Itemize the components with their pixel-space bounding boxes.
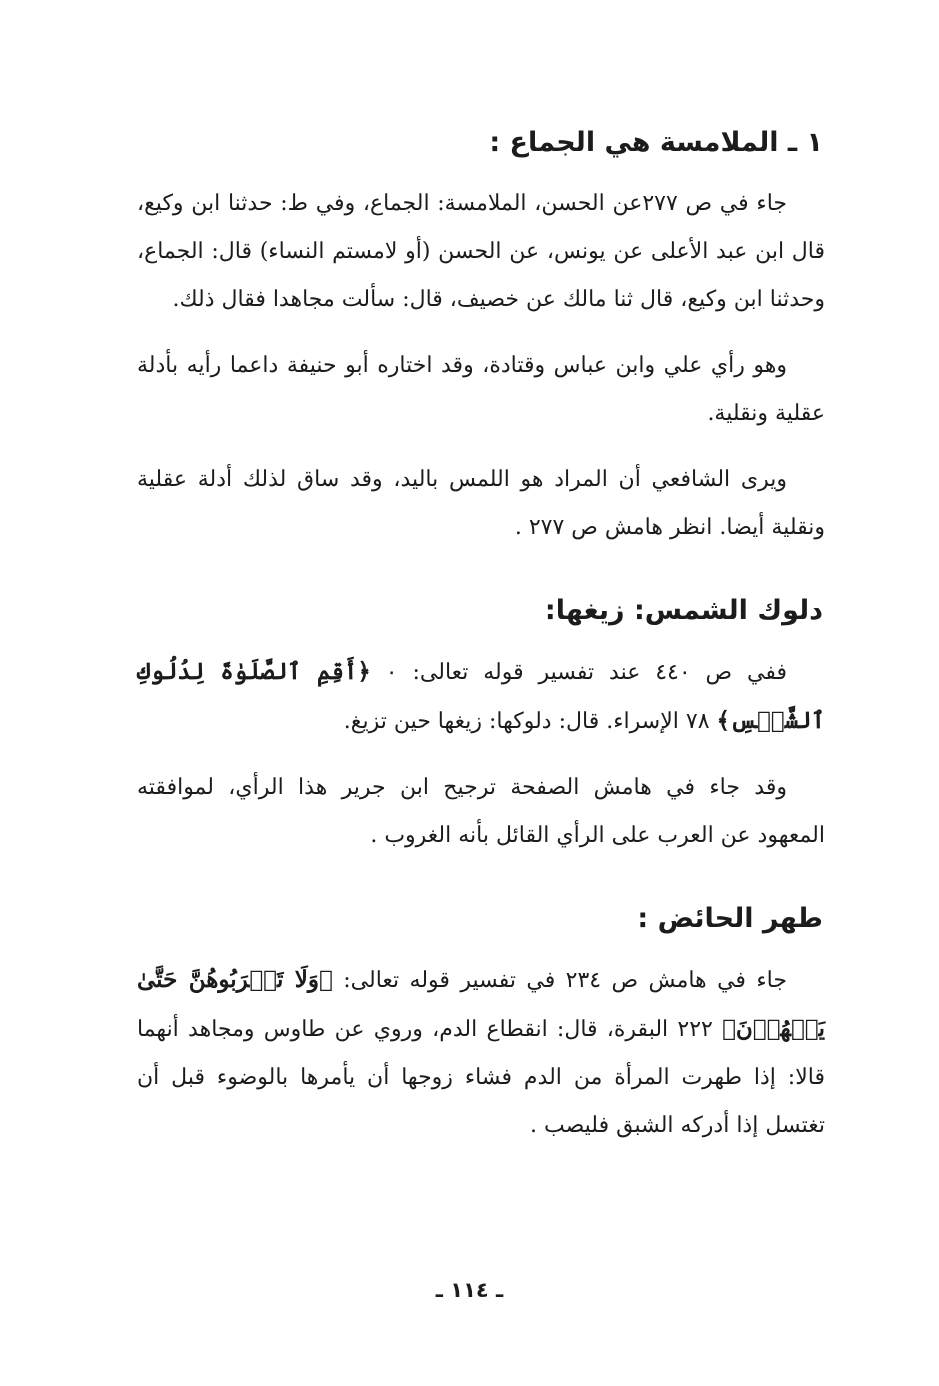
paragraph: وقد جاء في هامش الصفحة ترجيح ابن جرير هذا الرأي، لموافقته المعهود عن العرب على الرأي القائل بأنه الغروب . (137, 775, 825, 848)
section-heading-tuhr: طهر الحائض : (637, 903, 823, 934)
spacer (137, 168, 825, 180)
verse-paragraph (137, 956, 825, 1150)
spacer (137, 324, 825, 342)
paragraph: وهو رأي علي وابن عباس وقتادة، وقد اختاره أبو حنيفة داعما رأيه بأدلة عقلية ونقلية. (137, 353, 825, 426)
page-number: ـ ١١٤ ـ (435, 1278, 504, 1302)
section-heading-mulamasa: ١ ـ الملامسة هي الجماع : (489, 127, 823, 158)
text-after-verse: ٧٨ الإسراء. قال: دلوكها: زيغها حين تزيغ. (343, 709, 717, 734)
page-body (137, 118, 825, 1150)
quran-verse: ﴿أَقِمِ ٱلصَّلَوٰةَ لِدُلُوكِ ٱلشَّمۡسِ﴾ (137, 658, 825, 734)
spacer (137, 944, 825, 956)
paragraph: ويرى الشافعي أن المراد هو اللمس باليد، وقد ساق لذلك أدلة عقلية ونقلية أيضا. انظر هامش ص ٢٧٧ . (137, 467, 825, 540)
text-before-verse: جاء في هامش ص ٢٣٤ في تفسير قوله تعالى: (332, 968, 787, 993)
section-heading-duluk: دلوك الشمس: زيغها: (544, 595, 823, 626)
spacer (137, 438, 825, 456)
spacer (137, 860, 825, 894)
paragraph: جاء في ص ٢٧٧عن الحسن، الملامسة: الجماع، وفي ط: حدثنا ابن وكيع، قال ابن عبد الأعلى عن يونس، عن الحسن (أو لامستم النساء) قال: الجماع، وحدثنا ابن وكيع، قال ثنا مالك عن خصيف، قال: سألت مجاهدا فقال ذلك. (137, 191, 825, 312)
text-before-verse: ففي ص ٤٤٠ عند تفسير قوله تعالى: ٠ (370, 660, 787, 685)
spacer (137, 552, 825, 586)
spacer (137, 636, 825, 648)
spacer (137, 746, 825, 764)
text-after-verse: ٢٢٢ البقرة، قال: انقطاع الدم، وروي عن طاوس ومجاهد أنهما قالا: إذا طهرت المرأة من الدم فشاء زوجها أن يأمرها بالوضوء قبل أن تغتسل إذا أدركه الشبق فليصب . (137, 1017, 825, 1138)
quran-verse: ﴿وَلَا تَقۡرَبُوهُنَّ حَتَّىٰ يَطۡهُرۡنَ﴾ (137, 966, 825, 1042)
verse-paragraph (137, 648, 825, 746)
